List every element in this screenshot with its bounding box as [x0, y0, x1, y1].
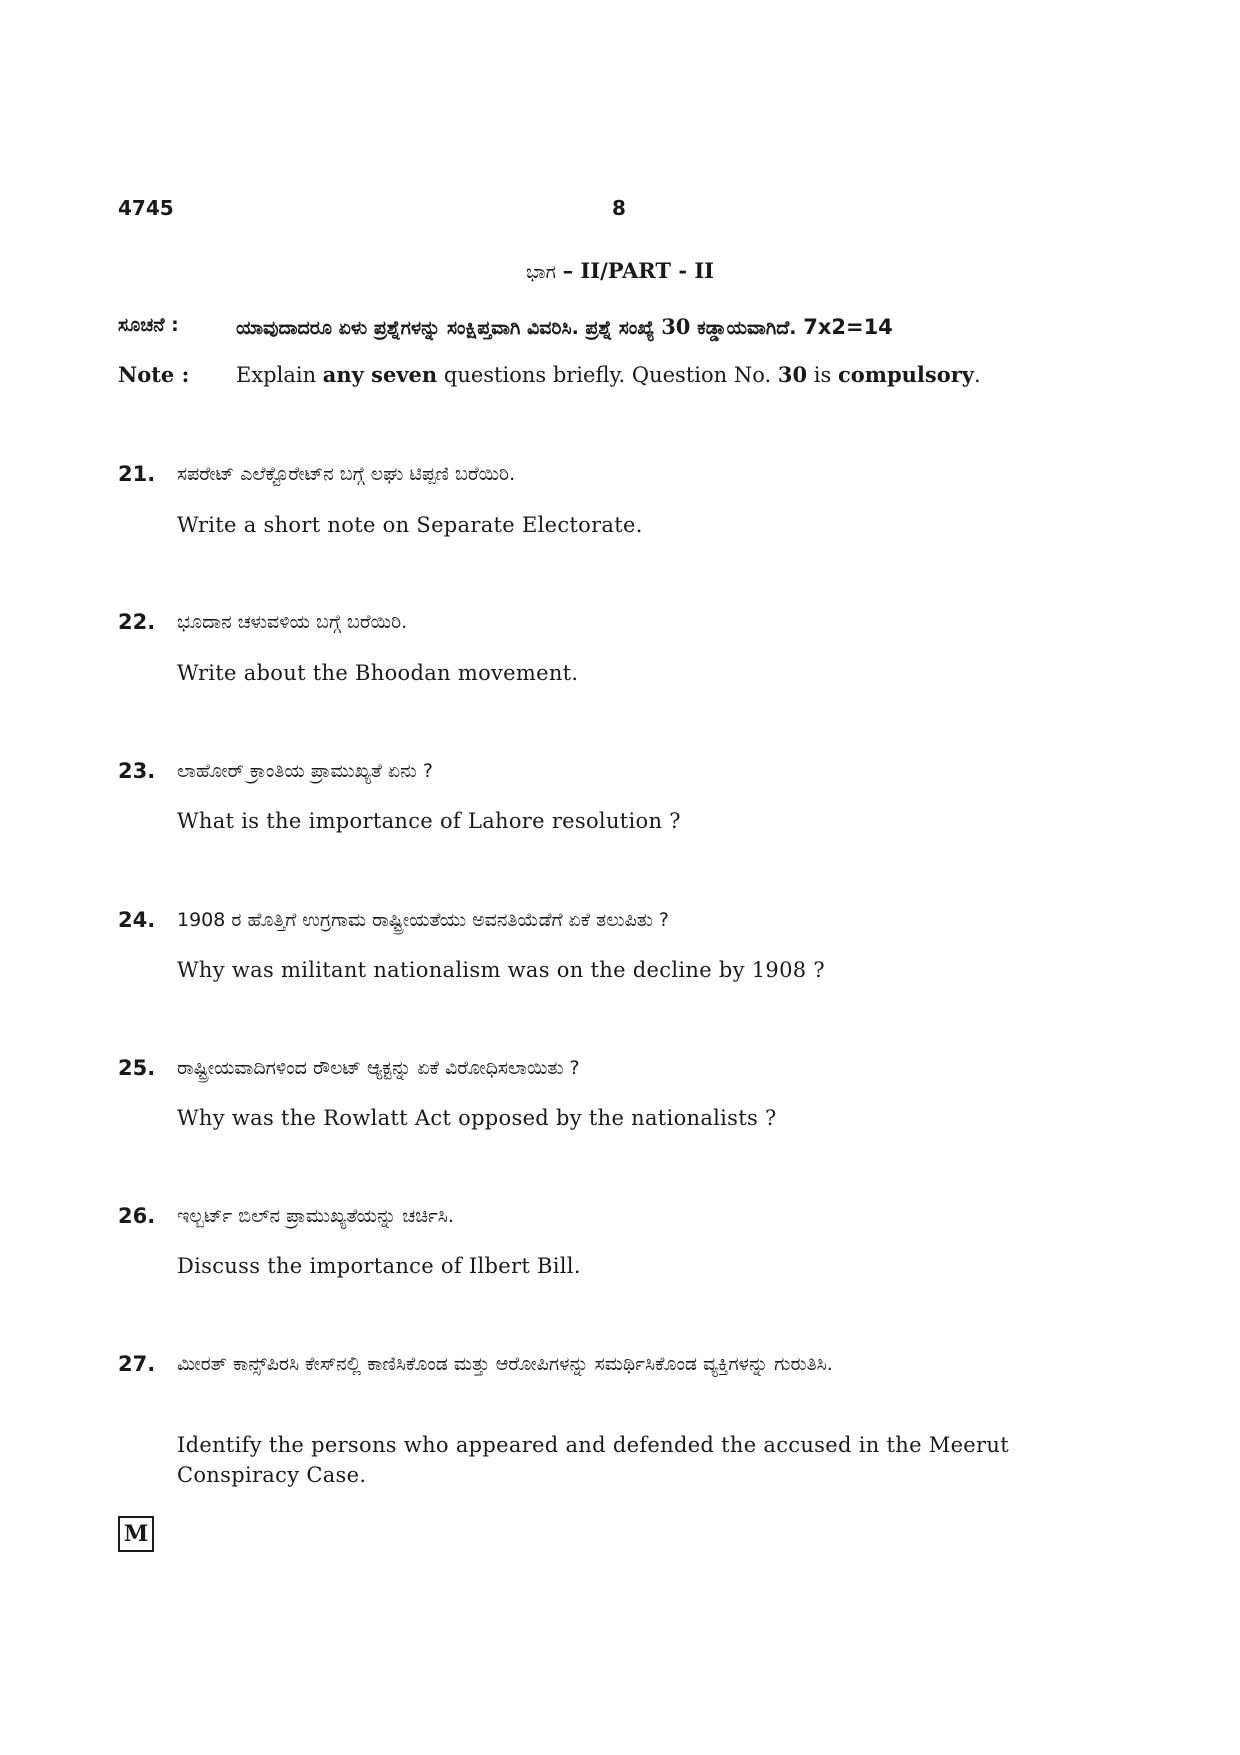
page-number: 8 — [612, 196, 626, 220]
question-text-english: What is the importance of Lahore resolution ? — [177, 809, 681, 833]
instruction-english-bold-1: any seven — [322, 362, 438, 387]
question-text-kannada: ರಾಷ್ಟ್ರೀಯವಾದಿಗಳಿಂದ ರೌಲಟ್ ಆ್ಯಕ್ಟನ್ನು ಏಕೆ ವಿರೋಧಿಸಲಾಯಿತು ? — [177, 1057, 580, 1079]
instruction-label-english: Note : — [118, 362, 190, 387]
question-number: 22. — [118, 610, 156, 634]
part-title — [0, 258, 1240, 283]
part-title-kannada: ಭಾಗ — [525, 261, 556, 283]
question-text-kannada: ಇಲ್ಬರ್ಟ್ ಬಿಲ್‌ನ ಪ್ರಾಮುಖ್ಯತೆಯನ್ನು ಚರ್ಚಿಸಿ. — [177, 1205, 454, 1227]
instruction-kannada-number: 30 — [661, 314, 691, 339]
part-title-english: – II/PART - II — [562, 258, 715, 283]
instruction-english — [236, 362, 981, 387]
instruction-english-text-1: Explain — [236, 363, 317, 387]
question-text-kannada: ಮೀರತ್ ಕಾನ್ಸ್‌ಪಿರಸಿ ಕೇಸ್‌ನಲ್ಲಿ ಕಾಣಿಸಿಕೊಂಡ ಮತ್ತು ಆರೋಪಿಗಳನ್ನು ಸಮರ್ಥಿಸಿಕೊಂಡ ವ್ಯಕ್ತಿಗಳನ್ನು ಗುರುತಿಸಿ. — [177, 1353, 833, 1375]
question-text-kannada: ಸಪರೇಟ್ ಎಲೆಕ್ಟೊರೇಟ್‌ನ ಬಗ್ಗೆ ಲಘು ಟಿಪ್ಪಣಿ ಬರೆಯಿರಿ. — [177, 463, 516, 485]
question-text-kannada: 1908 ರ ಹೊತ್ತಿಗೆ ಉಗ್ರಗಾಮ ರಾಷ್ಟ್ರೀಯತೆಯು ಅವನತಿಯೆಡೆಗೆ ಏಕೆ ತಲುಪಿತು ? — [177, 909, 669, 931]
question-number: 25. — [118, 1056, 156, 1080]
instruction-english-bold-3: compulsory — [837, 362, 974, 387]
question-number: 26. — [118, 1204, 156, 1228]
paper-code: 4745 — [118, 196, 174, 220]
instruction-kannada-text: ಯಾವುದಾದರೂ ಏಳು ಪ್ರಶ್ನೆಗಳನ್ನು ಸಂಕ್ಷಿಪ್ತವಾಗಿ ವಿವರಿಸಿ. ಪ್ರಶ್ನೆ ಸಂಖ್ಯೆ — [236, 317, 655, 339]
instruction-english-text-2: questions briefly. Question No. — [443, 363, 772, 387]
instruction-english-bold-2: 30 — [777, 362, 808, 387]
question-text-english: Why was the Rowlatt Act opposed by the nationalists ? — [177, 1106, 777, 1130]
question-text-english: Why was militant nationalism was on the decline by 1908 ? — [177, 958, 825, 982]
question-text-kannada: ಲಾಹೋರ್ ಕ್ರಾಂತಿಯ ಪ್ರಾಮುಖ್ಯತೆ ಏನು ? — [177, 760, 433, 782]
instruction-english-text-4: . — [974, 363, 981, 387]
question-text-english: Identify the persons who appeared and defended the accused in the Meerut Conspiracy Case. — [177, 1433, 1009, 1487]
instruction-label-kannada: ಸೂಚನೆ : — [118, 314, 179, 336]
question-number: 23. — [118, 759, 156, 783]
question-number: 21. — [118, 462, 156, 486]
question-text-kannada: ಭೂದಾನ ಚಳುವಳಿಯ ಬಗ್ಗೆ ಬರೆಯಿರಿ. — [177, 611, 408, 633]
instruction-kannada — [236, 314, 893, 339]
instruction-kannada-compulsory: ಕಡ್ಡಾಯವಾಗಿದೆ. — [697, 317, 797, 339]
instruction-english-text-3: is — [813, 363, 832, 387]
question-number: 24. — [118, 908, 156, 932]
marks-allocation: 7x2=14 — [803, 315, 893, 339]
question-text-english: Write a short note on Separate Electorate. — [177, 513, 643, 537]
question-text-english: Discuss the importance of Ilbert Bill. — [177, 1254, 581, 1278]
medium-mark-box: M — [118, 1516, 154, 1552]
question-text-english: Write about the Bhoodan movement. — [177, 661, 579, 685]
question-number: 27. — [118, 1352, 156, 1376]
